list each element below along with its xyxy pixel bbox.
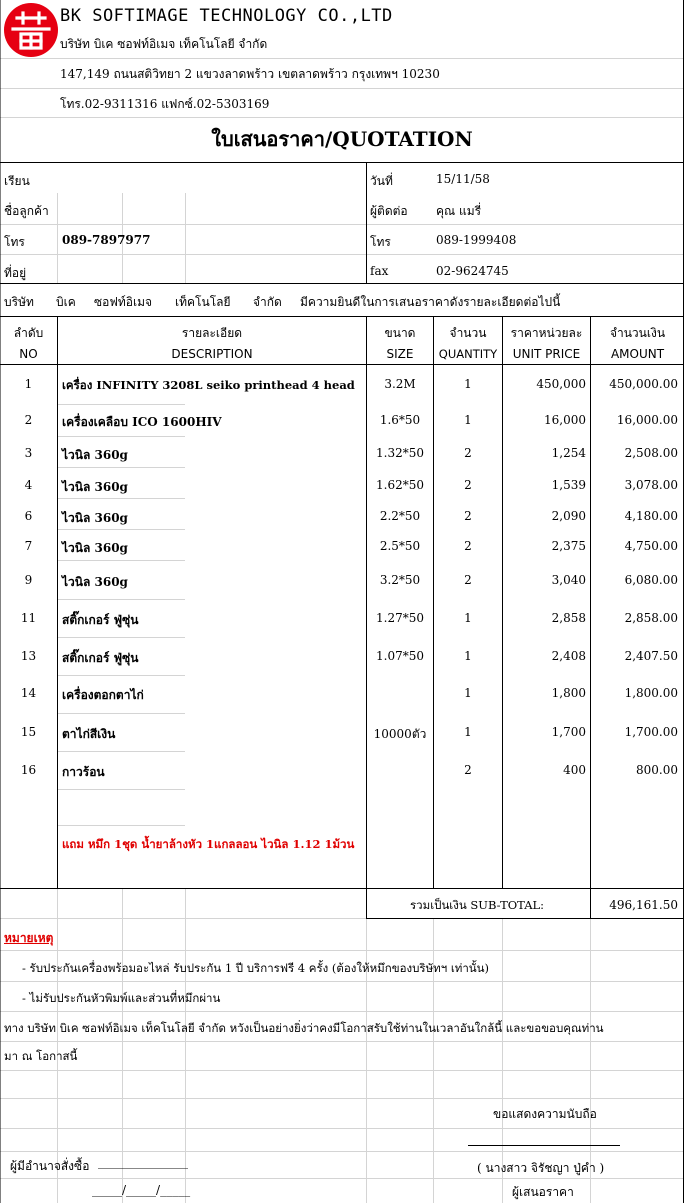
date-label: วันที่	[370, 174, 393, 188]
item-amount: 6,080.00	[624, 573, 678, 587]
intro-word-2: บิเค	[56, 295, 76, 309]
item-amount: 4,750.00	[624, 539, 678, 553]
company-name-th: บริษัท บิเค ซอฟท์อิเมจ เท็คโนโลยี จำกัด	[60, 37, 268, 51]
header-price-en: UNIT PRICE	[512, 347, 581, 361]
item-desc: ไวนิล 360g	[62, 541, 128, 555]
closing-line-1: ทาง บริษัท บิเค ซอฟท์อิเมจ เท็คโนโลยี จำกัด หวังเป็นอย่างยิ่งว่าคงมีโอกาสรับใช้ท่านในเวลาอันใกล้นี้ และขอขอบคุณท่าน	[4, 1021, 604, 1035]
item-no: 6	[24, 509, 33, 523]
item-no: 2	[24, 413, 33, 427]
intro-word-3: ซอฟท์อิเมจ	[94, 295, 153, 309]
item-qty: 2	[464, 573, 472, 587]
item-desc: ตาไก่สีเงิน	[62, 727, 116, 741]
item-amount: 450,000.00	[609, 377, 678, 391]
closing-line-2: มา ณ โอกาสนี้	[4, 1049, 78, 1063]
item-amount: 1,800.00	[624, 686, 678, 700]
item-no: 15	[20, 725, 37, 739]
item-amount: 800.00	[636, 763, 678, 777]
item-size: 3.2*50	[379, 573, 421, 587]
item-amount: 16,000.00	[616, 413, 678, 427]
contact-phone: 089-1999408	[436, 233, 517, 247]
item-price: 3,040	[551, 573, 586, 587]
company-name-en: BK SOFTIMAGE TECHNOLOGY CO.,LTD	[60, 6, 393, 26]
item-desc: ไวนิล 360g	[62, 480, 128, 494]
header-desc-en: DESCRIPTION	[171, 347, 253, 361]
item-amount: 2,407.50	[624, 649, 678, 663]
fax-label: fax	[370, 264, 389, 278]
item-desc: ไวนิล 360g	[62, 511, 128, 525]
intro-word-6: มีความยินดีในการเสนอราคาดังรายละเอียดต่อไปนี้	[300, 295, 561, 309]
fax-value: 02-9624745	[436, 264, 509, 278]
item-amount: 2,508.00	[624, 446, 678, 460]
to-label: เรียน	[4, 174, 30, 188]
item-size: 1.07*50	[376, 649, 424, 663]
item-desc: กาวร้อน	[62, 765, 105, 779]
approval-date-line: _____/_____/_____	[92, 1183, 191, 1197]
header-amount-th: จำนวนเงิน	[609, 326, 666, 340]
subtotal-value: 496,161.50	[609, 898, 678, 912]
approver-signature-line: _______________	[98, 1155, 188, 1169]
item-qty: 1	[464, 611, 472, 625]
customer-name-label: ชื่อลูกค้า	[4, 204, 49, 218]
item-qty: 1	[464, 649, 472, 663]
header-size-en: SIZE	[386, 347, 414, 361]
item-amount: 2,858.00	[624, 611, 678, 625]
subtotal-label: รวมเป็นเงิน SUB-TOTAL:	[410, 898, 545, 912]
customer-address-label: ที่อยู่	[4, 266, 27, 280]
remarks-title: หมายเหตุ	[4, 931, 54, 945]
approver-label: ผู้มีอำนาจสั่งซื้อ	[10, 1159, 90, 1173]
item-price: 2,090	[551, 509, 586, 523]
item-size: 1.6*50	[379, 413, 421, 427]
item-qty: 1	[464, 413, 472, 427]
item-size: 2.5*50	[379, 539, 421, 553]
item-no: 9	[24, 573, 33, 587]
item-amount: 3,078.00	[624, 478, 678, 492]
company-address: 147,149 ถนนสติวิทยา 2 แขวงลาดพร้าว เขตลาดพร้าว กรุงเทพฯ 10230	[60, 67, 440, 81]
item-desc: ไวนิล 360g	[62, 448, 128, 462]
item-no: 7	[24, 539, 33, 553]
item-no: 1	[24, 377, 33, 391]
item-size: 1.27*50	[376, 611, 424, 625]
item-size: 1.32*50	[376, 446, 424, 460]
header-no-th: ลำดับ	[13, 326, 44, 340]
header-qty-en: QUANTITY	[438, 347, 498, 361]
item-qty: 1	[464, 686, 472, 700]
item-desc: เครื่อง INFINITY 3208L seiko printhead 4 head	[62, 378, 355, 392]
item-no: 11	[20, 611, 37, 625]
item-price: 400	[563, 763, 586, 777]
item-no: 14	[20, 686, 37, 700]
item-qty: 2	[464, 478, 472, 492]
item-amount: 4,180.00	[624, 509, 678, 523]
item-qty: 2	[464, 509, 472, 523]
item-price: 2,858	[551, 611, 586, 625]
item-no: 16	[20, 763, 37, 777]
item-desc: เครื่องเคลือบ ICO 1600HIV	[62, 415, 222, 429]
item-no: 4	[24, 478, 33, 492]
date-value: 15/11/58	[436, 172, 490, 186]
item-price: 1,700	[551, 725, 586, 739]
item-desc: สติ๊กเกอร์ ฟู่ซุ่น	[62, 651, 139, 665]
item-price: 450,000	[536, 377, 586, 391]
item-qty: 1	[464, 377, 472, 391]
intro-word-5: จำกัด	[253, 295, 282, 309]
header-desc-th: รายละเอียด	[181, 326, 243, 340]
header-qty-th: จำนวน	[449, 326, 487, 340]
item-price: 1,800	[551, 686, 586, 700]
signer-name: ( นางสาว จิรัชญา ปู่คำ )	[477, 1161, 605, 1175]
item-price: 16,000	[544, 413, 586, 427]
remark-line-1: - รับประกันเครื่องพร้อมอะไหล่ รับประกัน 1 ปี บริการฟรี 4 ครั้ง (ต้องให้หมึกของบริษัทฯ เท่านั้น)	[22, 961, 490, 975]
item-no: 13	[20, 649, 37, 663]
contact-value: คุณ แมรี่	[436, 204, 482, 218]
item-size: 3.2M	[384, 377, 416, 391]
regards-text: ขอแสดงความนับถือ	[493, 1107, 597, 1121]
item-size: 10000ตัว	[373, 727, 427, 741]
item-qty: 2	[464, 539, 472, 553]
bonus-note: แถม หมึก 1ชุด น้ำยาล้างหัว 1แกลลอน ไวนิล 1.12 1ม้วน	[62, 837, 355, 851]
item-amount: 1,700.00	[624, 725, 678, 739]
item-size: 2.2*50	[379, 509, 421, 523]
item-qty: 2	[464, 763, 472, 777]
signer-role: ผู้เสนอราคา	[512, 1185, 574, 1199]
document-title: ใบเสนอราคา/QUOTATION	[211, 127, 473, 151]
item-qty: 2	[464, 446, 472, 460]
intro-word-4: เท็คโนโลยี	[175, 295, 231, 309]
item-no: 3	[24, 446, 33, 460]
item-qty: 1	[464, 725, 472, 739]
header-amount-en: AMOUNT	[610, 347, 665, 361]
header-size-th: ขนาด	[384, 326, 416, 340]
intro-word-1: บริษัท	[4, 295, 34, 309]
item-desc: ไวนิล 360g	[62, 575, 128, 589]
remark-line-2: - ไม่รับประกันหัวพิมพ์และส่วนที่หมึกผ่าน	[22, 991, 221, 1005]
item-price: 1,539	[551, 478, 586, 492]
company-phone-fax: โทร.02-9311316 แฟกซ์.02-5303169	[60, 97, 270, 111]
header-price-th: ราคาหน่วยละ	[510, 326, 583, 340]
customer-phone-label: โทร	[4, 235, 25, 249]
customer-phone: 089-7897977	[62, 233, 151, 247]
item-desc: สติ๊กเกอร์ ฟู่ซุ่น	[62, 613, 139, 627]
contact-phone-label: โทร	[370, 235, 391, 249]
company-logo	[3, 2, 59, 58]
header-no-en: NO	[19, 347, 38, 361]
item-desc: เครื่องตอกตาไก่	[62, 688, 144, 702]
item-price: 2,408	[551, 649, 586, 663]
contact-label: ผู้ติดต่อ	[370, 204, 408, 218]
item-price: 2,375	[551, 539, 586, 553]
item-size: 1.62*50	[376, 478, 424, 492]
item-price: 1,254	[551, 446, 586, 460]
